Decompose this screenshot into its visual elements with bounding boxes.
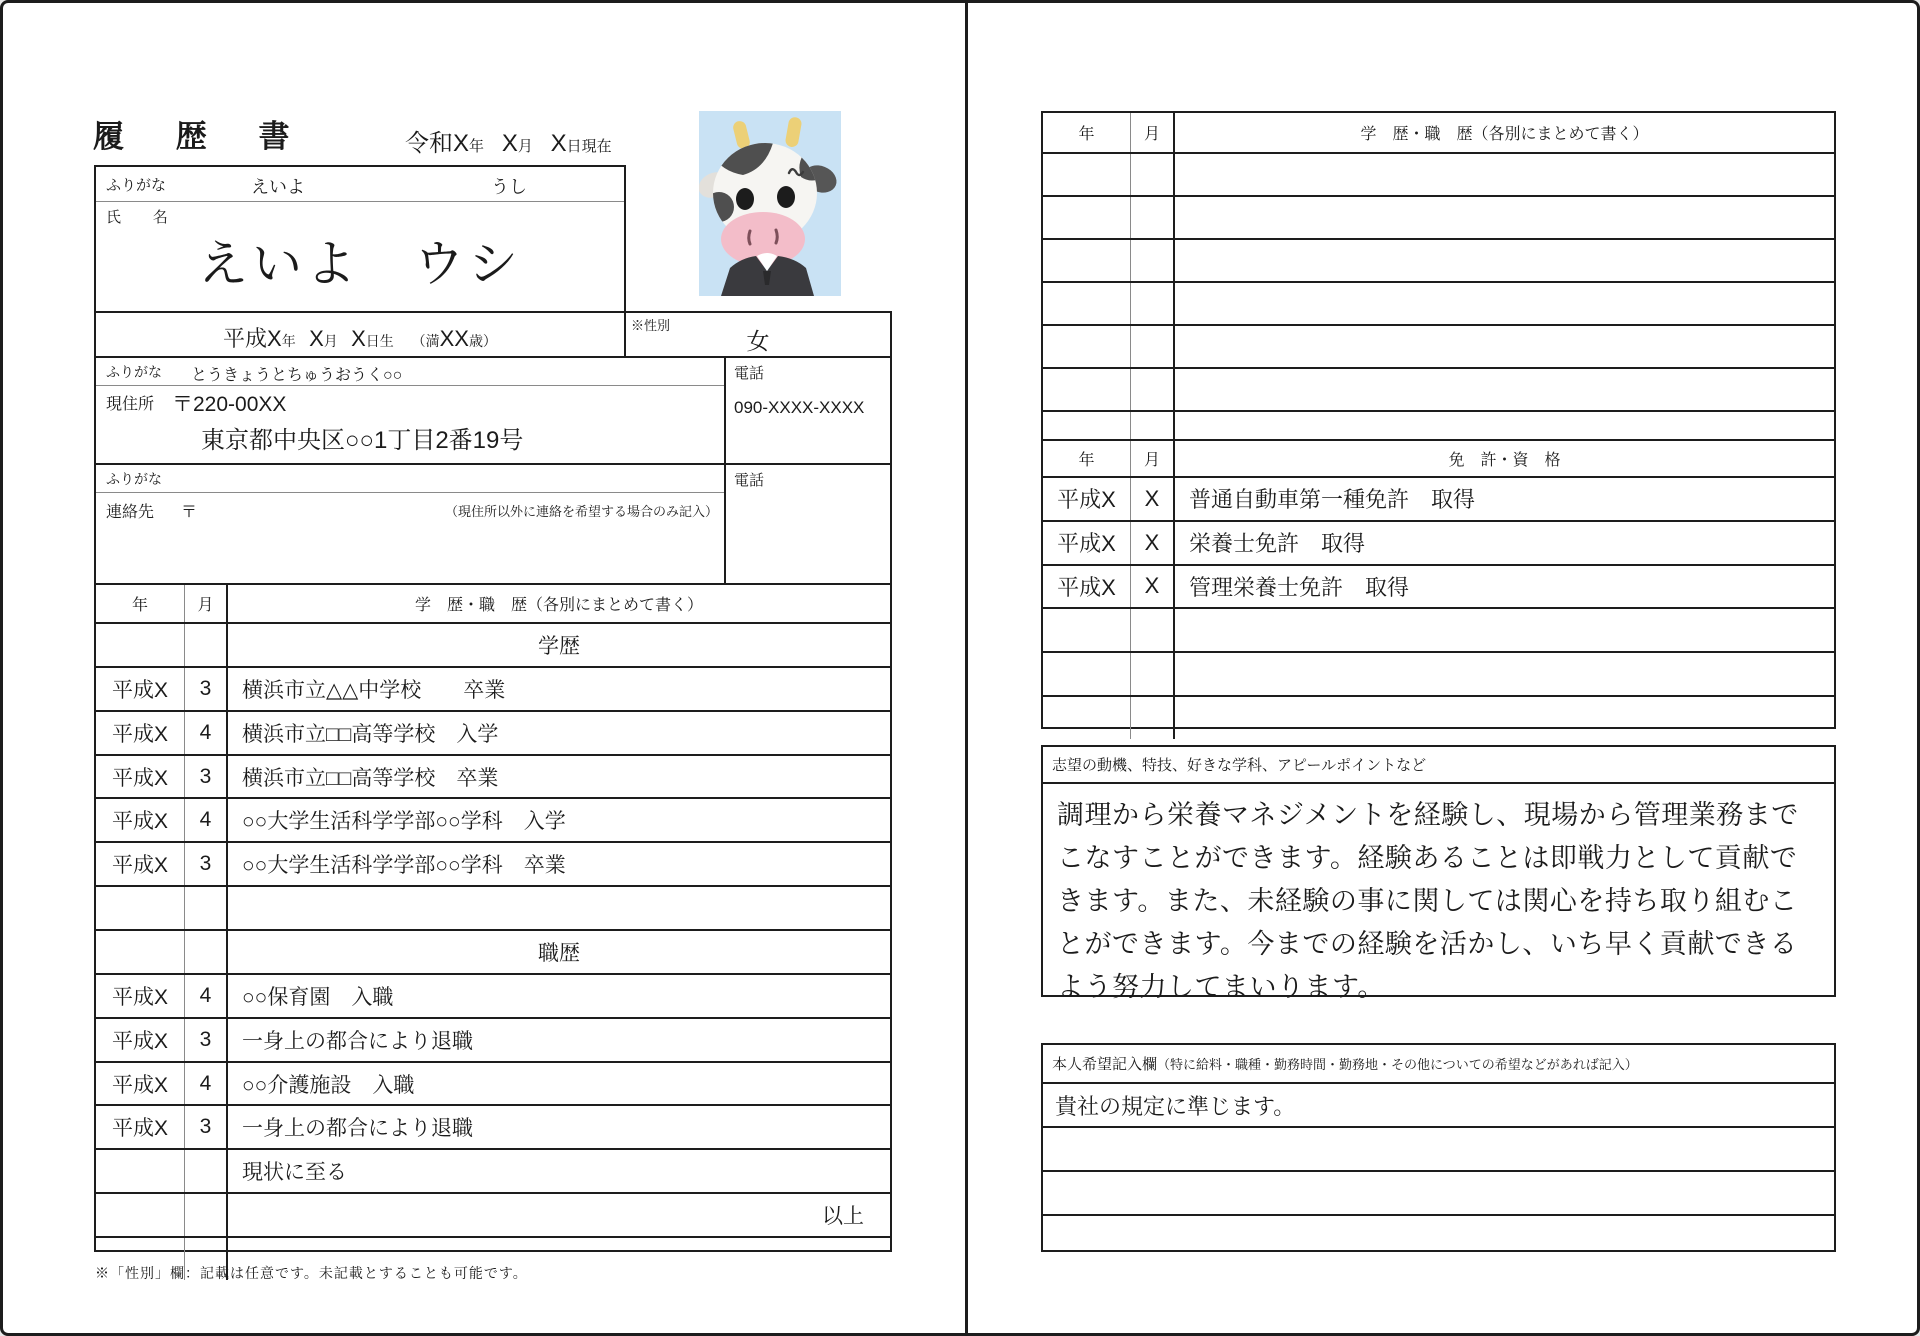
cell-year: [96, 887, 185, 929]
cell-year: [1043, 197, 1131, 238]
cell-year: [1043, 369, 1131, 410]
name-box: [94, 165, 626, 313]
gender-label: ※性別: [631, 318, 671, 333]
wishes-row: [1043, 1172, 1834, 1216]
cell-month: 4: [185, 712, 228, 754]
cell-text: [1175, 697, 1834, 739]
cell-text: [1175, 369, 1834, 410]
gender-footnote: ※「性別」欄：記載は任意です。未記載とすることも可能です。: [95, 1267, 528, 1282]
address-label: 現住所: [106, 396, 155, 413]
date-era-unit: 年: [469, 139, 485, 155]
cell-year: 平成X: [96, 975, 185, 1017]
phone-box-2: [724, 463, 892, 585]
cell-text: ○○大学生活科学学部○○学科 入学: [242, 810, 566, 834]
cell-year: 平成X: [1043, 522, 1131, 564]
personal-wishes-section: [1041, 1043, 1836, 1252]
wishes-row: [1043, 1216, 1834, 1258]
date-era: 令和X: [405, 130, 470, 157]
address-furigana-value: とうきょうとちゅうおうく○○: [191, 367, 403, 384]
table-row: [1043, 522, 1834, 566]
date-month-unit: 月: [517, 139, 533, 155]
table-row: [1043, 697, 1834, 739]
cell-month: 4: [185, 799, 228, 841]
cell-text: [1175, 283, 1834, 324]
cell-text: 横浜市立□□高等学校 入学: [242, 722, 499, 746]
motivation-section: [1041, 745, 1836, 1002]
cell-text: [228, 887, 890, 929]
cell-year: [96, 624, 185, 666]
header-year: 年: [1043, 441, 1131, 476]
contact-label: 連絡先: [106, 504, 155, 521]
table-header-row: [1043, 113, 1834, 154]
contact-box: [94, 463, 726, 585]
cell-text: 以上: [822, 1205, 864, 1229]
cell-text: 管理栄養士免許 取得: [1189, 574, 1410, 600]
cell-month: 3: [185, 1106, 228, 1148]
cell-text: [1175, 609, 1834, 651]
cell-text: [1175, 154, 1834, 195]
cell-text: [1175, 240, 1834, 281]
cell-month: [1131, 653, 1175, 695]
phone-label: 電話: [734, 366, 765, 382]
cell-text: 現状に至る: [242, 1161, 347, 1185]
table-row: [1043, 240, 1834, 283]
table-row: [1043, 566, 1834, 610]
resume-title: 履 歴 書: [93, 119, 312, 154]
name-area: [96, 202, 624, 313]
table-row: [96, 624, 890, 668]
cell-text: ○○保育園 入職: [242, 985, 394, 1009]
cell-month: [1131, 240, 1175, 281]
cell-year: 平成X: [96, 668, 185, 710]
name-label: 氏 名: [106, 210, 182, 226]
cell-month: [1131, 326, 1175, 367]
photo-box: [699, 111, 841, 296]
header-year: 年: [1043, 113, 1131, 152]
date-month: X: [501, 130, 518, 157]
wishes-row: [1043, 1128, 1834, 1172]
cell-year: [1043, 326, 1131, 367]
cell-text: ○○大学生活科学学部○○学科 卒業: [242, 854, 566, 878]
table-row: [96, 756, 890, 800]
motivation-label: 志望の動機、特技、好きな学科、アピールポイントなど: [1043, 747, 1834, 784]
cell-text: 横浜市立△△中学校 卒業: [242, 678, 506, 702]
table-row: [1043, 369, 1834, 412]
age-open: （満: [411, 335, 440, 350]
cell-month: [185, 1194, 228, 1236]
header-month: 月: [1131, 441, 1175, 476]
cell-month: [1131, 154, 1175, 195]
cell-month: 4: [185, 975, 228, 1017]
cell-text: 普通自動車第一種免許 取得: [1189, 487, 1476, 513]
cell-month: 3: [185, 668, 228, 710]
cell-year: 平成X: [1043, 566, 1131, 608]
cell-month: 3: [185, 843, 228, 885]
wishes-row: 貴社の規定に準じます。: [1043, 1084, 1834, 1128]
table-row: [96, 668, 890, 712]
cell-text: [1175, 197, 1834, 238]
cell-year: [96, 1150, 185, 1192]
table-row: [96, 1194, 890, 1238]
cell-month: X: [1131, 478, 1175, 520]
cell-text: [1175, 326, 1834, 367]
name-value: えいよ ウシ: [198, 236, 522, 292]
contact-main: [96, 493, 724, 586]
cell-month: [185, 1150, 228, 1192]
address-box: [94, 356, 726, 465]
education-work-history-table-continued: [1041, 111, 1836, 441]
postal-code: 〒220-00XX: [172, 393, 287, 416]
birth-month: X: [309, 326, 324, 351]
cell-year: [1043, 154, 1131, 195]
cell-year: 平成X: [96, 1063, 185, 1105]
table-row: [96, 1150, 890, 1194]
contact-postal-mark: 〒: [181, 504, 198, 521]
cell-month: 3: [185, 756, 228, 798]
birthdate-cell: [94, 311, 626, 358]
table-header-row: [1043, 441, 1834, 478]
current-date: [405, 123, 612, 158]
cell-month: 3: [185, 1019, 228, 1061]
table-row: [96, 843, 890, 887]
table-row: [1043, 478, 1834, 522]
header-year: 年: [96, 585, 185, 622]
wishes-label-note: （特に給料・職種・勤務時間・勤務地・その他についての希望などがあれば記入）: [1157, 1057, 1638, 1072]
cell-text: 一身上の都合により退職: [242, 1029, 473, 1053]
header-main: 免 許・資 格: [1448, 452, 1561, 469]
cell-year: [96, 1194, 185, 1236]
phone-value: 090-XXXX-XXXX: [734, 398, 865, 417]
page-divider: [965, 3, 968, 1336]
cell-month: [1131, 369, 1175, 410]
cell-month: 4: [185, 1063, 228, 1105]
date-day-unit: 日現在: [566, 139, 612, 155]
cell-year: [1043, 697, 1131, 739]
cell-year: 平成X: [1043, 478, 1131, 520]
wishes-header: [1043, 1045, 1834, 1084]
table-row: [1043, 197, 1834, 240]
licenses-qualifications-table: [1041, 439, 1836, 729]
table-row: [96, 1019, 890, 1063]
cell-month: [185, 624, 228, 666]
cell-month: [1131, 283, 1175, 324]
table-row: [1043, 326, 1834, 369]
cell-year: 平成X: [96, 756, 185, 798]
table-row: [96, 712, 890, 756]
cell-year: 平成X: [96, 799, 185, 841]
cell-month: [1131, 609, 1175, 651]
cell-text: 職歴: [538, 941, 580, 965]
header-main: 学 歴・職 歴（各別にまとめて書く）: [1360, 126, 1649, 143]
cell-month: [1131, 697, 1175, 739]
cell-year: [1043, 609, 1131, 651]
header-month: 月: [185, 585, 228, 622]
name-furigana-row: [96, 167, 624, 202]
table-row: [1043, 283, 1834, 326]
wishes-label: 本人希望記入欄: [1052, 1057, 1158, 1073]
cell-month: [185, 931, 228, 973]
gender-cell: [624, 311, 892, 358]
furigana-label: ふりがな: [106, 366, 162, 381]
table-row: [96, 975, 890, 1019]
age-value: XX: [439, 326, 469, 351]
furigana-first: えいよ: [251, 177, 305, 197]
cell-year: 平成X: [96, 843, 185, 885]
table-row: [96, 931, 890, 975]
cell-month: X: [1131, 522, 1175, 564]
cow-avatar-icon: [699, 111, 841, 296]
cell-text: 一身上の都合により退職: [242, 1117, 473, 1141]
cell-year: [1043, 240, 1131, 281]
contact-note: （現住所以外に連絡を希望する場合のみ記入）: [444, 504, 718, 519]
birth-era: 平成X: [223, 326, 282, 351]
birth-day: X: [351, 326, 366, 351]
cell-year: 平成X: [96, 1106, 185, 1148]
cell-month: [1131, 197, 1175, 238]
address-value: 東京都中央区○○1丁目2番19号: [201, 427, 524, 454]
age-close: 歳）: [468, 335, 497, 350]
date-day: X: [550, 130, 567, 157]
header-main: 学 歴・職 歴（各別にまとめて書く）: [414, 597, 703, 614]
table-header-row: [96, 585, 890, 624]
cell-year: 平成X: [96, 1019, 185, 1061]
motivation-text: 調理から栄養マネジメントを経験し、現場から管理業務までこなすことができます。経験あることは即戦力として貢献できます。また、未経験の事に関しては関心を持ち取り組むことができます。今までの経験を活かし、いち早く貢献できるよう努力してまいります。: [1057, 800, 1799, 1002]
table-row: [1043, 653, 1834, 697]
table-row: [96, 799, 890, 843]
cell-year: 平成X: [96, 712, 185, 754]
cell-text: 学歴: [538, 634, 580, 658]
table-row: [1043, 154, 1834, 197]
birth-day-unit: 日生: [365, 335, 394, 350]
education-work-history-table: [94, 583, 892, 1252]
birth-month-unit: 月: [323, 335, 338, 350]
table-row: [96, 887, 890, 931]
table-row: [1043, 609, 1834, 653]
contact-furigana-row: [96, 465, 724, 493]
cell-month: X: [1131, 566, 1175, 608]
cell-year: [96, 931, 185, 973]
cell-month: [185, 887, 228, 929]
furigana-last: うし: [491, 177, 527, 197]
cell-text: [1175, 653, 1834, 695]
furigana-label: ふりがな: [106, 473, 162, 488]
gender-value: 女: [746, 328, 770, 354]
cell-year: [1043, 283, 1131, 324]
furigana-label: ふりがな: [106, 178, 167, 194]
address-furigana-row: [96, 358, 724, 386]
cell-text: 横浜市立□□高等学校 卒業: [242, 766, 499, 790]
cell-text: ○○介護施設 入職: [242, 1073, 415, 1097]
cell-year: [1043, 653, 1131, 695]
table-row: [96, 1106, 890, 1150]
table-row: [96, 1063, 890, 1107]
phone-box-1: [724, 356, 892, 465]
header-month: 月: [1131, 113, 1175, 152]
birth-era-unit: 年: [281, 335, 296, 350]
phone-label: 電話: [734, 473, 765, 489]
cell-text: 栄養士免許 取得: [1189, 531, 1366, 557]
address-main: [96, 386, 724, 462]
